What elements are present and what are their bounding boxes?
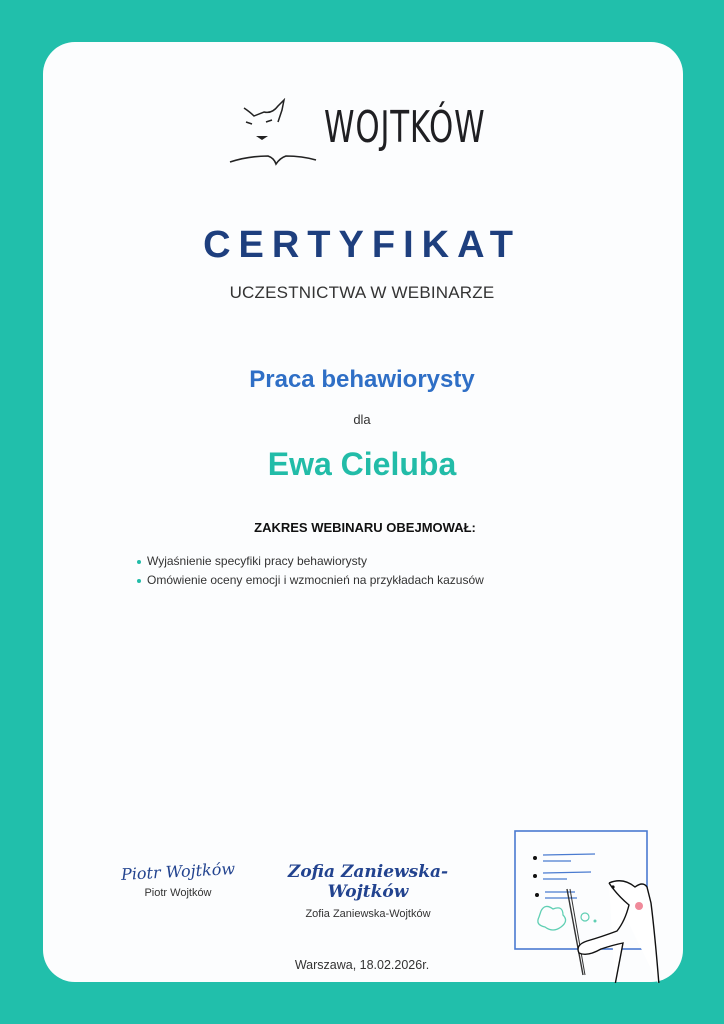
scope-list [137, 552, 484, 590]
wolf-presenting-board-illustration [505, 825, 675, 995]
signature-piotr [118, 859, 238, 899]
bullet-icon [137, 560, 141, 564]
place-date: Warszawa, 18.02.2026r. [294, 958, 430, 972]
bullet-icon [137, 579, 141, 583]
brand-name: WOJTKÓW [324, 102, 486, 153]
signatory-name: Piotr Wojtków [144, 887, 212, 899]
course-title: Praca behawiorysty [249, 366, 475, 393]
certificate-subtitle: UCZESTNICTWA W WEBINARZE [229, 283, 495, 302]
scope-item: Omówienie oceny emocji i wzmocnień na przykładach kazusów [137, 571, 484, 590]
signatory-name: Zofia Zaniewska-Wojtków [305, 908, 431, 920]
scope-title: ZAKRES WEBINARU OBEJMOWAŁ: [254, 520, 476, 535]
signature-script: Piotr Wojtków [120, 859, 236, 884]
for-label: dla [353, 412, 371, 427]
certificate-title: CERTYFIKAT [203, 224, 521, 266]
recipient-name: Ewa Cieluba [267, 446, 457, 482]
signature-script: Zofia Zaniewska-Wojtków [287, 862, 449, 902]
scope-item: Wyjaśnienie specyfiki pracy behawiorysty [137, 552, 484, 571]
brand-logo [228, 98, 498, 168]
wolf-reading-book-icon [228, 98, 320, 168]
signature-zofia [258, 862, 478, 920]
